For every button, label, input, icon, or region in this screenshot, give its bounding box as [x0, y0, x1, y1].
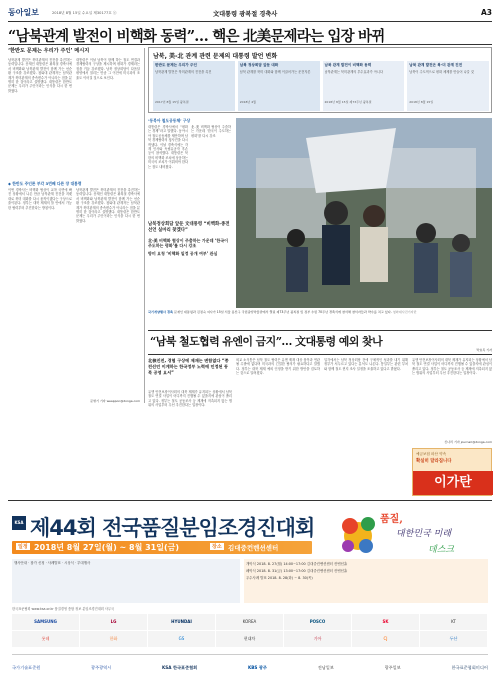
sponsor-logo: 롯데 [12, 631, 79, 647]
slogan-art [338, 508, 488, 566]
date-text: 2018년 8월 27일(월) ~ 8월 31일(금) [34, 543, 180, 552]
sponsor-logo: GS [148, 631, 215, 647]
comparison-card [323, 61, 405, 111]
sponsor-logo: LG [80, 614, 147, 630]
masthead [8, 6, 492, 20]
card-text: 남북관계 발전은 북미관계의 진전을 촉진 [155, 70, 212, 74]
card-date: 2018년 8월 15일 제73주년 광복절 [324, 100, 372, 104]
big-ad-footer: 한국표준협회 www.ksa.or.kr 품질경영 종합 정보 분임조경진대회 사무국 [12, 607, 115, 611]
card-head: 남북 관계 발전이 비핵화 동력 [324, 63, 372, 67]
venue-label: 장소 [212, 544, 222, 550]
footer-logo: KSA 한국표준협회 [162, 664, 198, 670]
second-article-rule [148, 330, 492, 331]
sponsor-logo: POSCO [284, 614, 351, 630]
second-body-b: 외교 소식통은 남북 철도 협력은 유엔 제재 대상 품목과 연관될 수밖에 없다며 미국과의 긴밀한 협의가 필요하다고 말했다. 정부는 대북 제재 예외 인정을 받기 위한 방안을 검토하는 것으로 알려졌다. [236, 358, 320, 376]
event-line-2: 폐막식 2018. 8. 31(금) 13:00~17:00 김대중컨벤션센터 컨벤션홀 [246, 569, 348, 573]
ksa-badge: KSA [12, 516, 26, 530]
photo-caption-head: 국기게양행사 경축 [148, 310, 173, 314]
big-ad-title: 제44회 전국품질분임조경진대회 [30, 516, 315, 540]
sponsor-logo: CJ [352, 631, 419, 647]
card-text: 남북 관계를 북미 대화와 함께 이끌어가는 운전자론 [239, 70, 311, 74]
sponsor-logo: 한화 [80, 631, 147, 647]
sponsor-logo: SK [352, 614, 419, 630]
sponsor-strip [12, 614, 488, 648]
card-date: 2017년 8월 15일 광복절 [155, 100, 189, 104]
left-body-c: 이번 경축사는 비핵화 협상이 교착 국면에 빠진 상황에서 나온 만큼 남북관계 진전을 지렛대로 북미 대화를 다시 움직이겠다는 구상으로 풀이된다. 정부는 대북 제재의 틀 안에서 가능한 협력부터 추진한다는 방침이다. [8, 188, 72, 210]
newspaper-logo: 동아일보 [8, 7, 39, 17]
footer-logos [12, 654, 488, 680]
info-panel-left [12, 559, 240, 603]
second-body-d: 유엔 안전보장이사회의 대북 제재가 유지되는 상황에서 남북 철도 연결 사업이 어디까지 진행될 수 있을지에 관심이 쏠리고 있다. 정부는 철도 공동조사 등 제재에 저촉되지 않는 범위의 사업부터 우선 추진한다는 입장이다. [412, 358, 492, 376]
mid-subhead: 남북정상회담 앞둔 文대통령 “비핵화-종전선언 실마리 찾겠다” [148, 222, 230, 233]
info-text: 행사안내 · 참가 신청 · 사례발표 · 시상식 · 부대행사 [14, 561, 91, 565]
sponsor-logo: SAMSUNG [12, 614, 79, 630]
footer-logo: 전남일보 [317, 664, 334, 670]
card-head: 남북 정상회담 앞둔 대화 [239, 63, 279, 67]
card-date: 2018년 4월 [239, 100, 257, 104]
small-ad-line1: 예금보험 파산 약속 [416, 452, 447, 456]
footer-logo: 한국표준협회미디어 [451, 664, 488, 670]
sponsor-logo: 두산 [420, 631, 487, 647]
left-body-a: 남북관계 발전은 북미관계의 진전을 촉진하는 동력입니다. 문재인 대통령은 광복절 경축사에서 비핵화와 남북관계 발전이 함께 가는 선순환 구조를 강조했다. 청와대 관계자는 남북관계가 북미관계의 종속변수가 아니라는 점을 분명히 한 것이라고 설명했다. 대통령은 한반도 문제는 우리가 주인이라는 인식을 다시 한 번 밝혔다. [8, 58, 72, 93]
photo-caption-text: 문재인 대통령과 김정숙 여사가 15일 서울 용산구 국립중앙박물관에서 열린 제73주년 광복절 및 정부 수립 70주년 경축식에 참석해 참석자들과 박수를 치고 있다. [173, 310, 392, 314]
second-body-c: 일각에서는 남북 정상회담 전에 구체적인 성과를 내기 위해 정부가 서두르고 있다는 분석도 나온다. 통일부는 관련 부처와 함께 철도 현지 조사 일정을 조율하고 있다고 밝혔다. [324, 358, 408, 371]
comparison-card [153, 61, 235, 111]
sponsor-logo: 기아 [284, 631, 351, 647]
slogan-b: 대한민국 미래 [396, 529, 452, 539]
left-subhead: ‘한반도 문제는 우리가 주인’ 메시지 [8, 48, 90, 54]
mid-body-b: 北-美 비핵화 협상이 주춤하는 가운데 ‘한국이 주도하는 평화’를 다시 강조 [191, 125, 231, 138]
second-body-a: 유엔 안전보장이사회의 대북 제재가 유지되는 상황에서 남북 철도 연결 사업이 어디까지 진행될 수 있을지에 관심이 쏠리고 있다. 정부는 철도 공동조사 등 제재에 저촉되지 않는 범위의 사업부터 우선 추진한다는 입장이다. [148, 390, 232, 408]
left-body-b: 대통령은 이날 남북이 함께 하는 철도 연결과 경제협력의 구상을 제시하며 평화가 경제라는 점을 거듭 강조했다. 남북 정상회담이 다음달 평양에서 열리는 만큼 그 이전에 미국과의 조율도 이어질 것으로 보인다. [76, 58, 140, 80]
sponsor-logo: 현대차 [216, 631, 283, 647]
big-ad [8, 504, 492, 685]
ad-separator [8, 500, 492, 501]
footer-logo: KBS 광주 [247, 664, 267, 670]
news-photo [236, 118, 492, 308]
info-panel-right [244, 559, 488, 603]
footer-logo: 광주일보 [384, 664, 401, 670]
sponsor-logo: KT [420, 614, 487, 630]
slogan-a: 품질, [380, 514, 403, 525]
second-byline: 박효목 기자 [476, 348, 492, 352]
small-ad-brand: 이가탄 [413, 471, 493, 495]
section-title: 文대통령 광복절 경축사 [213, 11, 278, 18]
venue-text: 김대중컨벤션센터 [228, 544, 279, 552]
comparison-card [407, 61, 489, 111]
mid-kicker: ‘동북아 철도공동체’ 구상 [148, 118, 191, 123]
mid-text-a: 北-美 비핵화 협상이 주춤하는 가운데 ‘한국이 주도하는 평화’를 다시 강조 [148, 238, 228, 249]
page-number: A3 [480, 8, 492, 17]
second-author: 신나리 기자 journari@donga.com [444, 440, 492, 444]
column-divider [144, 48, 145, 403]
photo-caption [148, 310, 492, 328]
masthead-rule [8, 21, 492, 22]
comparison-card [238, 61, 320, 111]
date-label: 일정 [18, 544, 28, 550]
comparison-box-title: 남북, 美-北 관계 관련 문제의 대통령 발언 변화 [153, 53, 278, 60]
card-head: 남북 관계 발전은 북-미 관계 진전 [409, 63, 463, 67]
left-author: 문병기 기자 weappon@donga.com [90, 399, 140, 403]
main-headline: “남북관계 발전이 비핵화 동력”… 핵은 北美문제라는 입장 바뀌 [8, 28, 385, 45]
slogan-c: 데스크 [428, 545, 455, 555]
event-line-3: 우수사례 발표 2018. 8. 28(화) ~ 8. 30(목) [246, 576, 313, 580]
card-text: 남북관계는 북미관계의 부수효과가 아니다 [324, 70, 383, 74]
footer-logo: 국가기술표준원 [12, 664, 41, 670]
card-text: 남북이 주도적으로 평화 체제를 만들어 나갈 것 [409, 70, 474, 74]
left-body-a-cont: 남북관계 발전은 북미관계의 진전을 촉진하는 동력입니다. 문재인 대통령은 광복절 경축사에서 비핵화와 남북관계 발전이 함께 가는 선순환 구조를 강조했다. 청와대 관계자는 남북관계가 북미관계의 종속변수가 아니라는 점을 분명히 한 것이라고 설명했다. 대통령은 한반도 문제는 우리가 주인이라는 인식을 다시 한 번 밝혔다. [76, 188, 140, 223]
sponsor-logo: KOREA [216, 614, 283, 630]
mid-body-a: 대통령은 경축사에서 “평화는 경제”라고 말했다. 동아시아 철도공동체를 제안하며 남북 경제협력의 청사진을 다시 꺼냈다. 이날 경축식에는 각계 인사와 독립유공자 후손 등이 참석했다. 대통령은 북한의 비핵화 조치에 상응하는 미국의 조치가 이뤄져야 한다는 점도 내비쳤다. [148, 125, 188, 169]
second-subhead: 北核진전, 경협 구상에 제재는 변함없다 “종전선언 이게하는 한국정부 노력에 인정된 동북 공영 요서” [148, 358, 229, 375]
event-line-1: 개막식 2018. 8. 27(월) 14:00~17:00 김대중컨벤션센터 컨벤션홀 [246, 562, 348, 566]
small-ad [412, 448, 492, 496]
date-bar [12, 541, 312, 554]
left-section-mark: ◆ 한반도 주인론 부각 3번째 다른 장 대통령 [8, 181, 82, 186]
second-headline: “남북 철도협력 유엔이 금지”… 文대통령 예외 찾나 [150, 335, 383, 348]
footer-logo: 광주광역시 [91, 664, 112, 670]
card-date: 2018년 8월 15일 [409, 100, 434, 104]
photo-credit: 청와대사진기자단 [392, 310, 417, 314]
issue-date: 2018년 8월 15일 수요일 제30177호 ⓐ [52, 11, 117, 15]
mid-text-b: 방미 요청 ‘비핵화 일정 공개 여부’ 관심 [148, 251, 218, 256]
comparison-box [148, 47, 492, 113]
card-head: 한반도 문제는 우리가 주인 [155, 63, 197, 67]
photo-illustration [236, 118, 492, 308]
sponsor-logo: HYUNDAI [148, 614, 215, 630]
headline-rule [8, 44, 492, 45]
small-ad-line2: 확실히 달라집니다 [416, 459, 452, 464]
comparison-cards [153, 61, 489, 111]
